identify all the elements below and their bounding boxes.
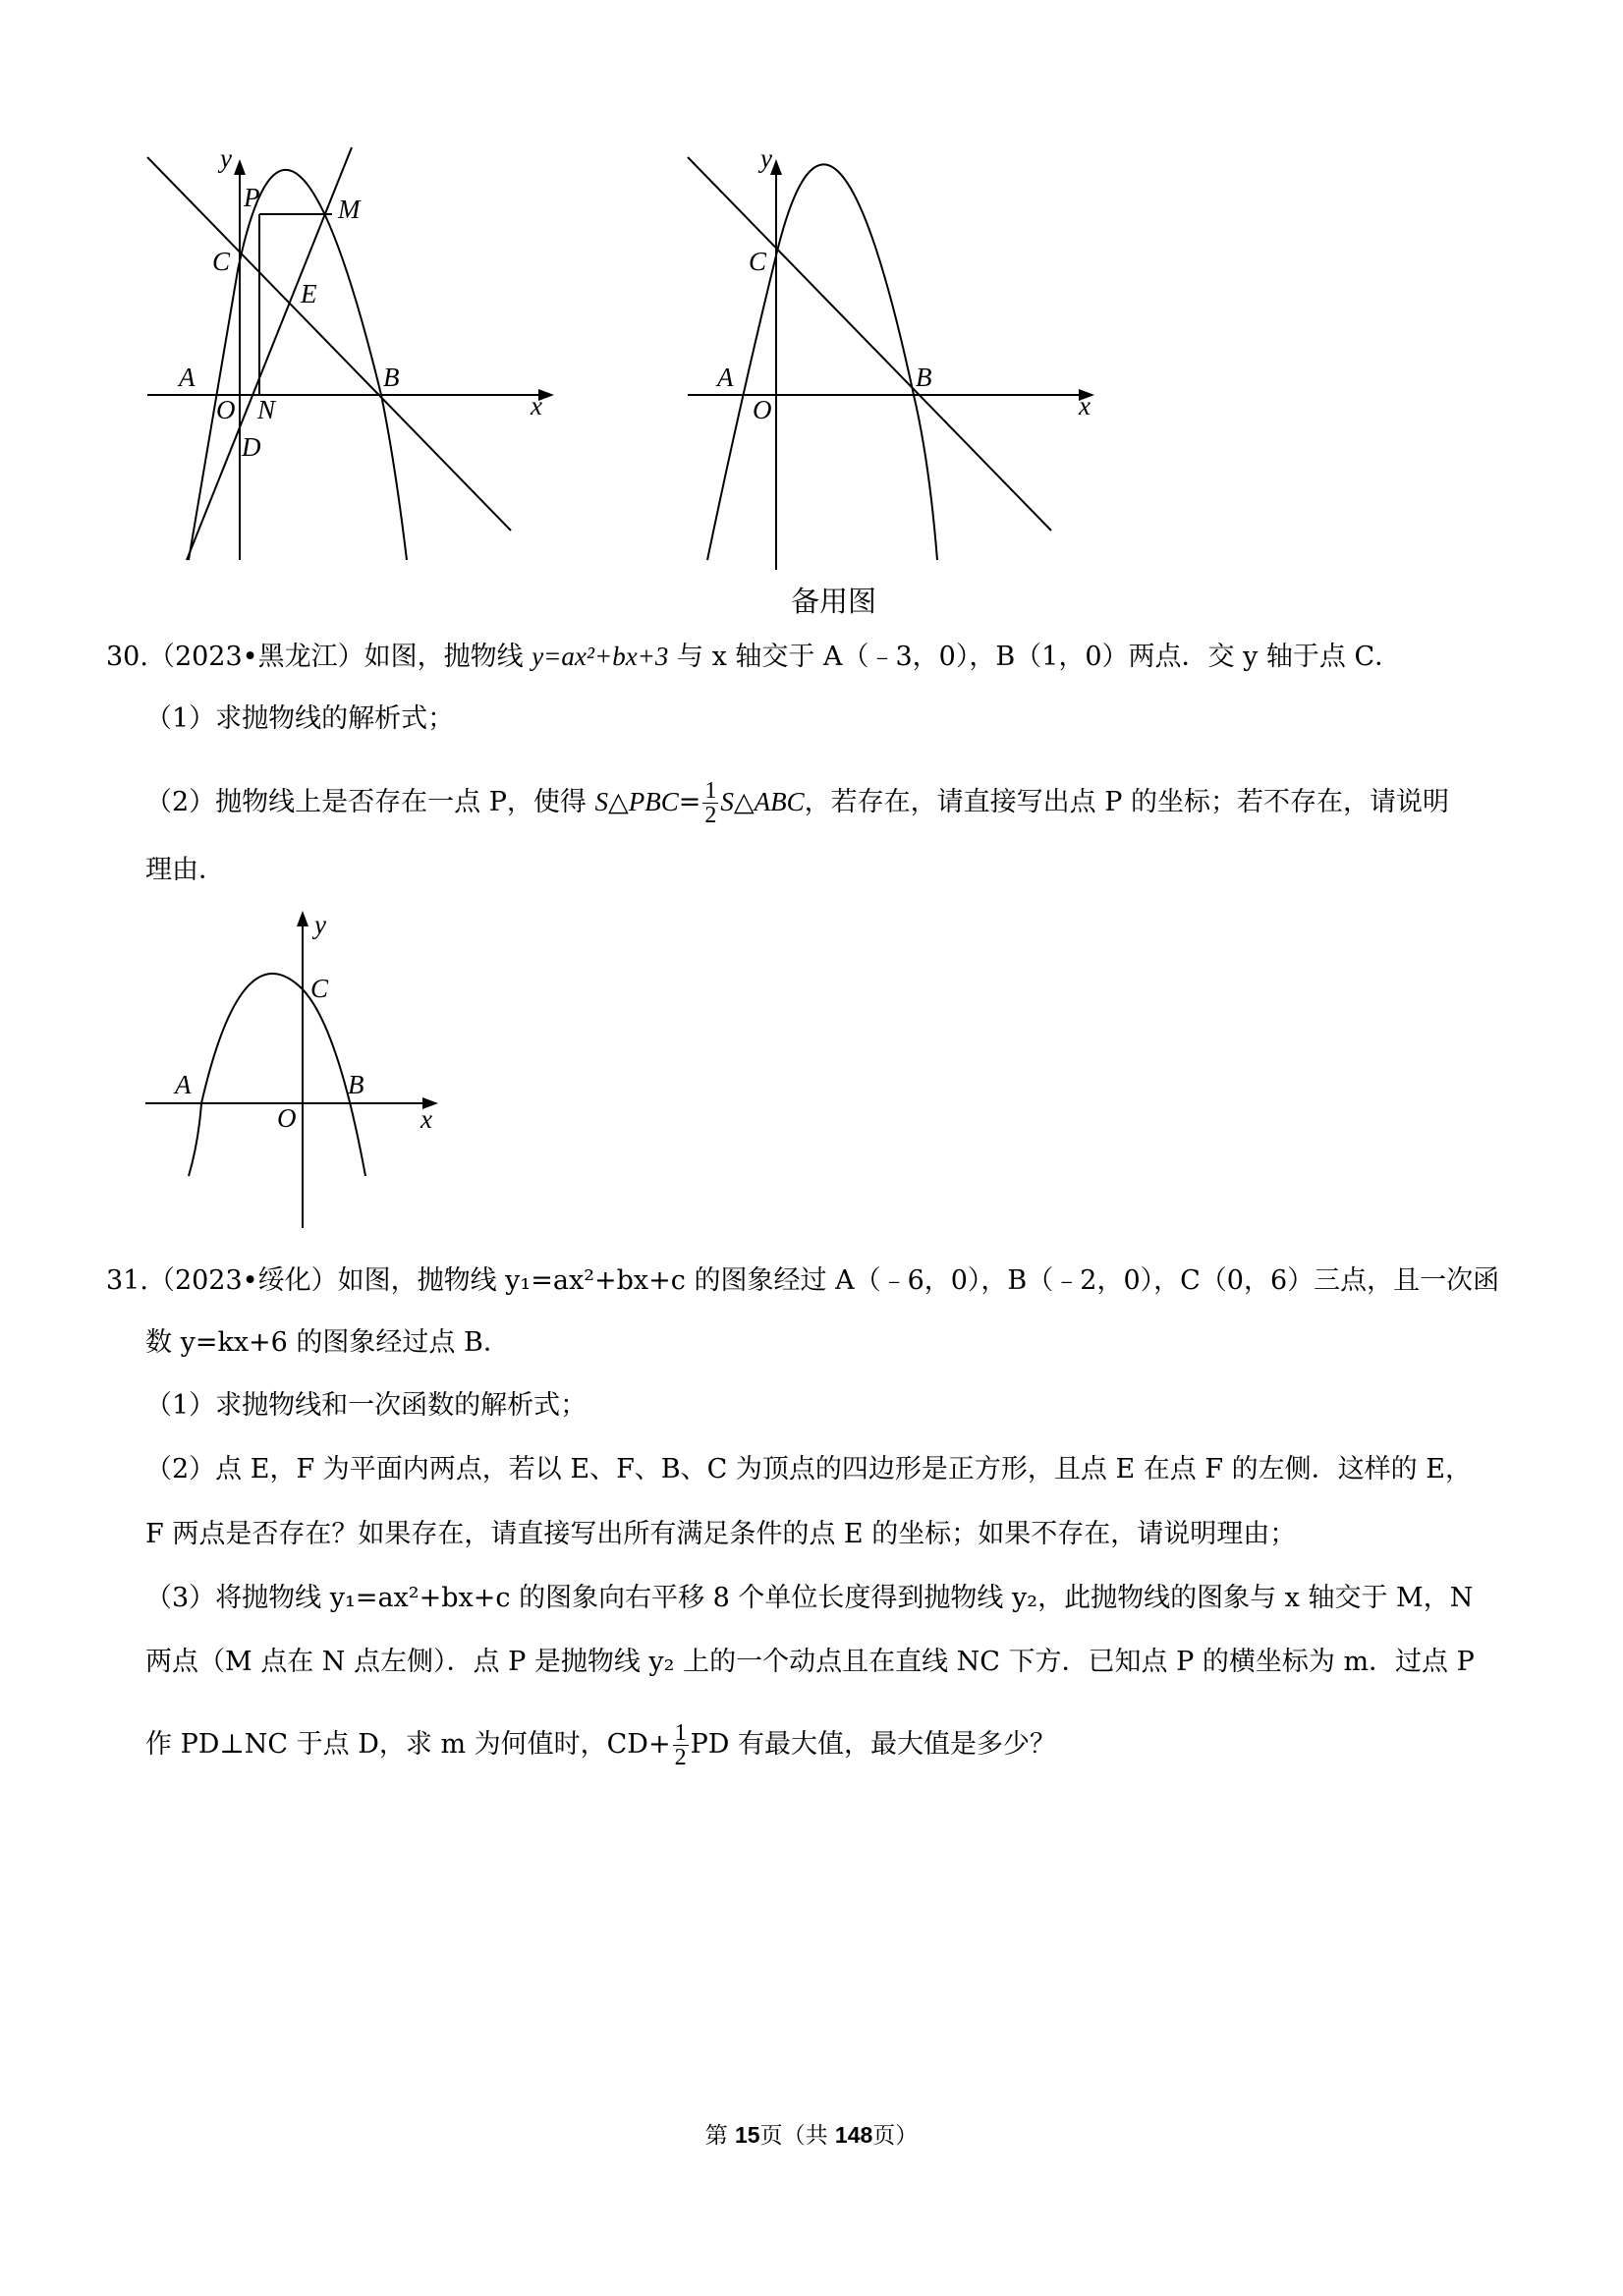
label-x: x <box>420 1104 432 1134</box>
q30-part2-cont: 理由． <box>145 855 225 885</box>
label-x: x <box>1079 391 1091 420</box>
q31-part2-line1: （2）点 E，F 为平面内两点，若以 E、F、B、C 为顶点的四边形是正方形，且点 E 在点 F 的左侧．这样的 E， <box>145 1454 1472 1484</box>
y-arrow <box>234 159 246 175</box>
page-total: 148 <box>834 2122 873 2148</box>
label-n: N <box>257 395 276 424</box>
figure-2-svg <box>678 138 1110 570</box>
label-b: B <box>383 363 400 392</box>
figure-2 <box>678 138 1110 570</box>
label-o: O <box>216 395 236 424</box>
label-d: D <box>242 432 261 462</box>
page-footer: 第 15页（共 148页） <box>704 2122 919 2149</box>
label-x: x <box>531 391 542 420</box>
page-number: 15 <box>735 2122 760 2148</box>
label-m: M <box>338 195 361 224</box>
label-e: E <box>301 279 317 308</box>
q31-part2-line2: F 两点是否存在？如果存在，请直接写出所有满足条件的点 E 的坐标；如果不存在，请说明理由； <box>145 1519 1297 1549</box>
figure-2-caption: 备用图 <box>791 585 877 618</box>
label-o: O <box>277 1103 297 1133</box>
label-c: C <box>212 247 231 276</box>
parabola <box>189 170 407 560</box>
label-a: A <box>179 363 196 392</box>
line-dm <box>187 147 352 560</box>
q30-source: （2023•黑龙江） <box>147 642 364 672</box>
label-y: y <box>314 910 326 939</box>
label-a: A <box>717 363 734 392</box>
label-y: y <box>760 143 772 173</box>
label-p: P <box>244 183 260 212</box>
q31-part3-line3: 作 PD⊥NC 于点 D，求 m 为何值时，CD+ $\frac{1}{2}$ PD 有最大值，最大值是多少？ <box>145 1720 1056 1770</box>
label-b: B <box>916 363 932 392</box>
q31-stem-line2: 数 y=kx+6 的图象经过点 B． <box>145 1327 510 1358</box>
q31-part1: （1）求抛物线和一次函数的解析式； <box>145 1390 588 1421</box>
label-c: C <box>310 974 329 1003</box>
q31-source: （2023•绥化） <box>147 1265 338 1296</box>
q31-part3-line2: 两点（M 点在 N 点左侧）．点 P 是抛物线 y₂ 上的一个动点且在直线 NC 下方．已知点 P 的横坐标为 m．过点 P <box>145 1647 1475 1677</box>
figure-3-svg <box>138 909 452 1233</box>
q30-number: 30. <box>106 642 148 672</box>
q30-part2: （2）抛物线上是否存在一点 P，使得 S△PBC= $\frac{1}{2}$ S△ABC，若存在，请直接写出点 P 的坐标；若不存在，请说明 <box>145 778 1450 828</box>
q30-stem: 30.（2023•黑龙江）如图，抛物线 y=ax²+bx+3 与 x 轴交于 A（﹣3，0），B（1，0）两点．交 y 轴于点 C． <box>106 642 1402 672</box>
fraction-half: $\frac{1}{2}$ <box>704 778 717 828</box>
figure-1-svg <box>138 138 542 570</box>
q31-part3-line1: （3）将抛物线 y₁=ax²+bx+c 的图象向右平移 8 个单位长度得到抛物线 y₂，此抛物线的图象与 x 轴交于 M，N <box>145 1583 1474 1613</box>
figure-1 <box>138 138 542 570</box>
line-bc <box>688 157 1051 531</box>
q30-part1: （1）求抛物线的解析式； <box>145 703 455 734</box>
q31-stem-line1: 31.（2023•绥化）如图，抛物线 y₁=ax²+bx+c 的图象经过 A（﹣6，0），B（﹣2，0），C（0，6）三点，且一次函 <box>106 1265 1500 1296</box>
q30-expression: y=ax²+bx+3 <box>532 642 669 671</box>
figure-3 <box>138 909 452 1233</box>
y-arrow <box>297 911 308 926</box>
label-a: A <box>175 1070 192 1099</box>
q31-number: 31. <box>106 1265 148 1296</box>
label-b: B <box>348 1070 364 1099</box>
fraction-half: $\frac{1}{2}$ <box>674 1720 687 1770</box>
label-y: y <box>220 143 232 173</box>
parabola <box>707 164 937 560</box>
parabola <box>189 974 365 1176</box>
label-c: C <box>749 247 767 276</box>
label-o: O <box>753 395 772 424</box>
